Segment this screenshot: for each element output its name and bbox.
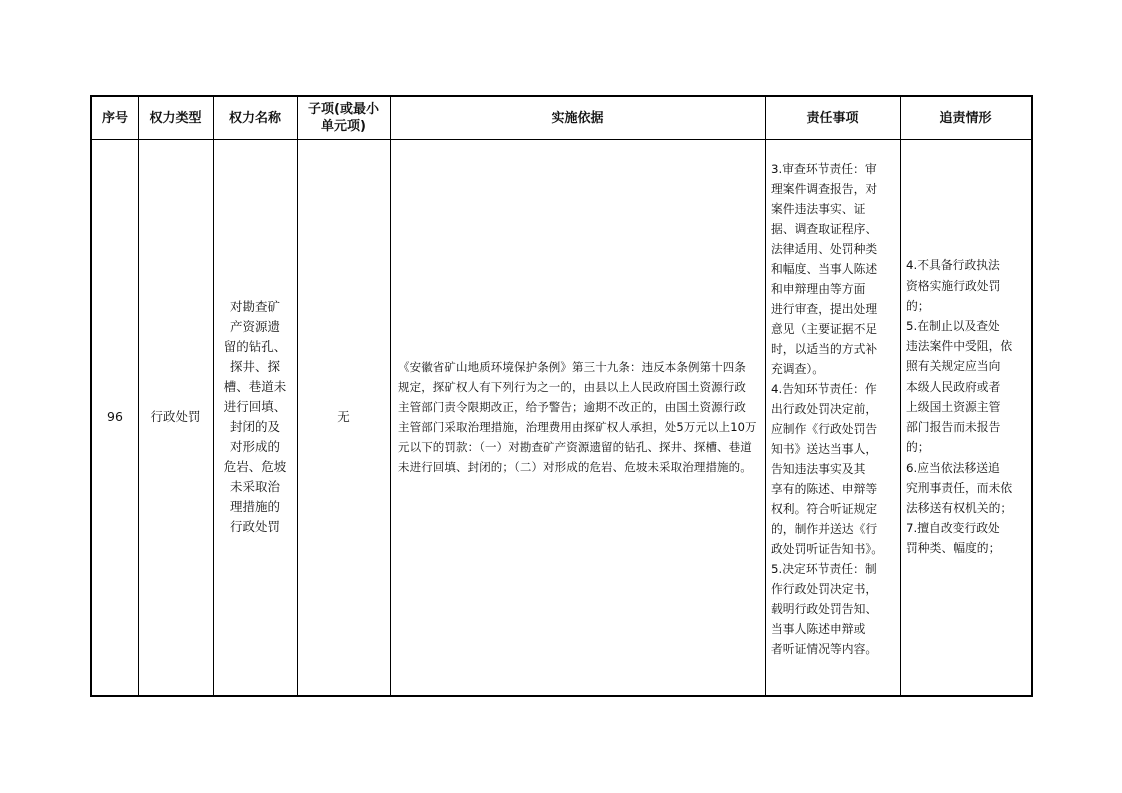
responsibility-line: 政处罚听证告知书》。 — [771, 542, 884, 556]
responsibility-line: 时，以适当的方式补 — [771, 342, 878, 356]
header-sub-item: 子项(或最小 单元项) — [308, 102, 379, 134]
row-power-name: 对勘查矿 产资源遗 留的钻孔、 探井、探 槽、巷道未 进行回填、 封闭的及 对形成的 危岩、危坡 未采取治 理措施的 行政处罚 — [223, 299, 287, 534]
responsibility-line: 知书》送达当事人， — [771, 442, 878, 456]
accountability-line: 资格实施行政处罚 — [906, 278, 1001, 293]
responsibility-line: 载明行政处罚告知、 — [771, 602, 878, 616]
responsibility-line: 3.审查环节责任：审 — [771, 162, 877, 176]
responsibility-line: 当事人陈述申辩或 — [771, 622, 866, 636]
accountability-line: 究刑事责任，而未依 — [906, 480, 1013, 495]
header-seq: 序号 — [101, 110, 128, 126]
header-power-type: 权力类型 — [149, 110, 202, 126]
accountability-line: 7.擅自改变行政处 — [906, 521, 1000, 536]
header-power-name: 权力名称 — [228, 110, 281, 126]
accountability-line: 照有关规定应当向 — [906, 359, 1001, 374]
responsibility-line: 进行审查，提出处理 — [771, 302, 878, 316]
header-accountability: 追责情形 — [939, 110, 992, 126]
accountability-lines — [906, 255, 1012, 558]
responsibility-line: 理案件调查报告，对 — [771, 182, 878, 196]
accountability-line: 本级人民政府或者 — [906, 379, 1001, 394]
header-responsibility: 责任事项 — [806, 110, 859, 126]
responsibility-line: 意见（主要证据不足 — [771, 322, 878, 336]
accountability-line: 5.在制止以及查处 — [906, 319, 1000, 334]
responsibility-line: 法律适用、处罚种类 — [771, 242, 878, 256]
accountability-line: 罚种类、幅度的； — [906, 541, 1001, 556]
row-responsibility — [765, 139, 900, 695]
responsibility-line: 权利。符合听证规定 — [771, 502, 878, 516]
accountability-line: 法移送有权机关的； — [906, 500, 1013, 515]
accountability-line: 部门报告而未报告 — [906, 420, 1001, 435]
responsibility-line: 出行政处罚决定前， — [771, 402, 878, 416]
row-seq: 96 — [107, 409, 123, 424]
responsibility-line: 应制作《行政处罚告 — [771, 422, 878, 436]
responsibility-line: 告知违法事实及其 — [771, 462, 866, 476]
responsibility-line: 的，制作并送达《行 — [771, 522, 878, 536]
responsibility-line: 充调查）。 — [771, 362, 825, 376]
accountability-line: 上级国土资源主管 — [906, 399, 1001, 414]
responsibility-line: 和申辩理由等方面 — [771, 282, 866, 296]
responsibility-line: 和幅度、当事人陈述 — [771, 262, 878, 276]
responsibility-line: 4.告知环节责任：作 — [771, 382, 877, 396]
row-sub-item: 无 — [337, 409, 350, 424]
responsibility-line: 者听证情况等内容。 — [771, 642, 878, 656]
responsibility-line: 案件违法事实、证 — [771, 202, 866, 216]
accountability-line: 的； — [906, 440, 930, 455]
responsibility-line: 据、调查取证程序、 — [771, 222, 878, 236]
responsibility-line: 5.决定环节责任：制 — [771, 562, 877, 576]
accountability-line: 的； — [906, 298, 930, 313]
row-accountability — [900, 139, 1031, 695]
accountability-line: 4.不具备行政执法 — [906, 258, 1000, 273]
row-power-type: 行政处罚 — [150, 409, 201, 424]
accountability-line: 违法案件中受阻，依 — [906, 339, 1013, 354]
power-list-table — [90, 95, 1033, 697]
accountability-line: 6.应当依法移送追 — [906, 460, 1000, 475]
row-basis-text: 《安徽省矿山地质环境保护条例》第三十九条：违反本条例第十四条规定，探矿权人有下列行为之一的，由县以上人民政府国土资源行政主管部门责令限期改正，给予警告；逾期不改正的，由国土资源行政主管部门采取治理措施，治理费用由探矿权人承担，处5万元以上10万元以下的罚款：（一）对勘查矿产资源遗留的钻孔、探井、探槽、巷道未进行回填、封闭的；（二）对形成的危岩、危坡未采取治理措施的。 — [398, 360, 757, 474]
row-basis — [390, 139, 765, 695]
responsibility-lines — [771, 159, 883, 659]
responsibility-line: 作行政处罚决定书， — [771, 582, 878, 596]
responsibility-line: 享有的陈述、申辩等 — [771, 482, 878, 496]
header-basis: 实施依据 — [551, 110, 604, 126]
